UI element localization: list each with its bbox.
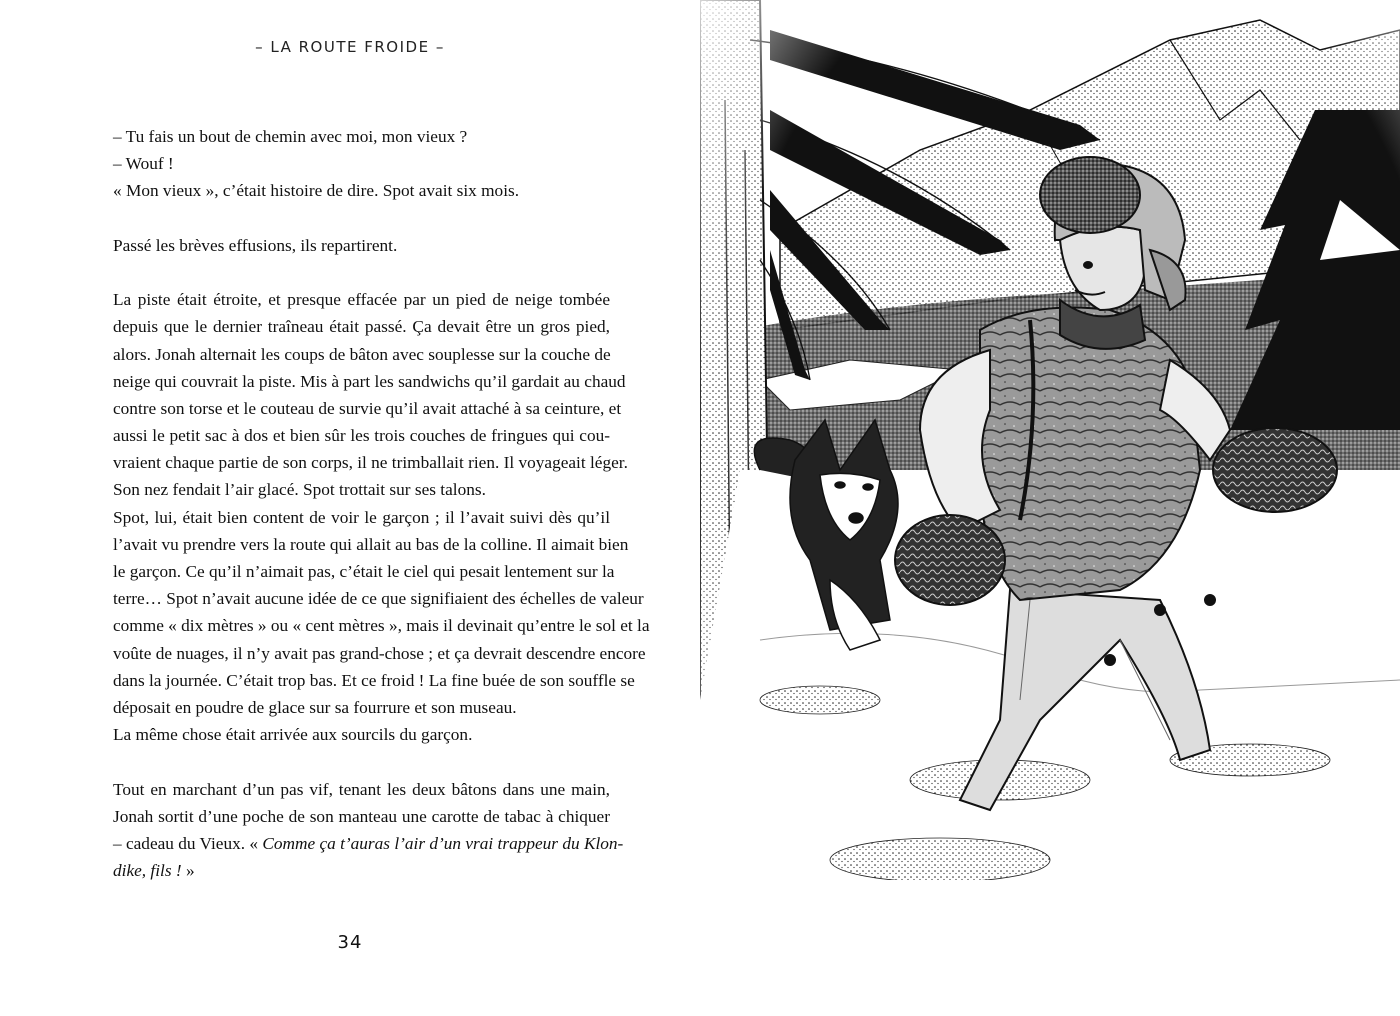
text-line — [113, 857, 610, 884]
illustration-boy-and-husky — [700, 0, 1400, 1016]
text-line: La même chose était arrivée aux sourcils du garçon. — [113, 725, 473, 745]
text-span: » — [181, 861, 195, 881]
text-line: neige qui couvrait la piste. Mis à part les sandwichs qu’il gardait au chaud — [113, 371, 626, 391]
illustration-page — [700, 0, 1400, 1016]
body-text — [113, 123, 650, 884]
dialogue-line: – Wouf ! — [113, 154, 174, 174]
text-line: déposait en poudre de glace sur sa fourrure et son museau. — [113, 697, 517, 717]
text-line: Spot, lui, était bien content de voir le garçon ; il l’avait suivi dès qu’il — [113, 507, 610, 527]
italic-quote: dike, fils ! — [113, 861, 182, 881]
text-line — [113, 830, 624, 857]
text-line: La piste était étroite, et presque effacée par un pied de neige tombée — [113, 290, 610, 310]
text-line: aussi le petit sac à dos et bien sûr les trois couches de fringues qui cou- — [113, 426, 610, 446]
text-line: comme « dix mètres » ou « cent mètres », mais il devinait qu’entre le sol et la — [113, 616, 650, 636]
text-line: l’avait vu prendre vers la route qui allait au bas de la colline. Il aimait bien — [113, 534, 629, 554]
text-line: contre son torse et le couteau de survie qu’il avait attaché à sa ceinture, et — [113, 398, 622, 418]
text-line: terre… Spot n’avait aucune idée de ce que signifiaient des échelles de valeur — [113, 589, 644, 609]
text-line: vraient chaque partie de son corps, il ne trimballait rien. Il voyageait léger. — [113, 453, 628, 473]
italic-quote: Comme ça t’auras l’air d’un vrai trappeur du Klon- — [262, 833, 624, 853]
text-line: Jonah sortit d’une poche de son manteau une carotte de tabac à chiquer — [113, 806, 610, 826]
text-span: – cadeau du Vieux. « — [113, 833, 263, 853]
text-line: « Mon vieux », c’était histoire de dire. Spot avait six mois. — [113, 181, 520, 201]
text-line: Son nez fendait l’air glacé. Spot trottait sur ses talons. — [113, 480, 486, 500]
text-line: Passé les brèves effusions, ils repartirent. — [113, 235, 398, 255]
running-head: – LA ROUTE FROIDE – — [255, 38, 445, 56]
text-line: dans la journée. C’était trop bas. Et ce froid ! La fine buée de son souffle se — [113, 670, 635, 690]
text-line: depuis que le dernier traîneau était passé. Ça devait être un gros pied, — [113, 317, 610, 337]
text-line: Tout en marchant d’un pas vif, tenant les deux bâtons dans une main, — [113, 779, 610, 799]
dialogue-line: – Tu fais un bout de chemin avec moi, mon vieux ? — [113, 127, 468, 146]
text-line: voûte de nuages, il n’y avait pas grand-chose ; et ça devrait descendre encore — [113, 643, 646, 663]
text-line: le garçon. Ce qu’il n’aimait pas, c’était le ciel qui pesait lentement sur la — [113, 562, 615, 581]
page-number: 34 — [337, 932, 363, 953]
text-line: alors. Jonah alternait les coups de bâton avec souplesse sur la couche de — [113, 344, 611, 364]
